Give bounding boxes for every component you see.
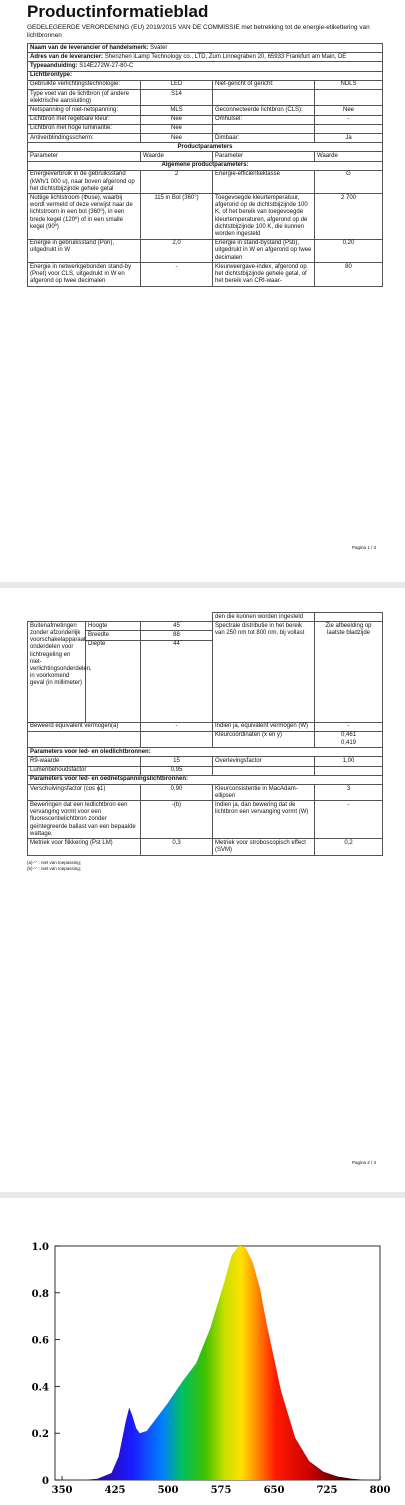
x-tick-label: 575 [210, 1485, 232, 1496]
page-number: Pagina 1 / 3 [352, 545, 377, 550]
supplier-name-label: Naam van de leverancier of handelsmerk: [30, 44, 149, 51]
page-3 [0, 1198, 405, 1500]
dim-key: Breedte [86, 631, 141, 640]
cont-text: den die kunnen worden ingesteld [213, 613, 315, 622]
mains-params-heading: Parameters voor led- en oednetspanningslichtbronnen: [28, 775, 383, 784]
y-tick-label: 0.6 [31, 1335, 49, 1347]
type-row: Type voet van de lichtbron (of andere elektrische aansluiting) S14 [28, 90, 383, 106]
param-row: Energie in netwerkgebonden stand-by (Pnet) voor CLS, uitgedrukt in W en afgerond op twee decimalen - Kleurweergave-index, afgerond op het dichtstbijzijnde gehele getal, of het bereik van CRI-waar- 80 [28, 263, 383, 287]
supplier-address-label: Adres van de leverancier: [30, 53, 104, 60]
chroma-value: 0,461 0,419 [315, 731, 383, 747]
strobo-label: Metriek voor stroboscopisch effect (SVM) [213, 839, 315, 855]
type-row: Gebruikte verlichtingstechnologie: LED Niet-gericht of gericht: NDLS [28, 80, 383, 89]
flicker-value: 0,3 [141, 839, 213, 855]
shift-label: Verschuivingsfactor (cos ϕ1) [28, 785, 141, 801]
x-tick-label: 800 [369, 1485, 391, 1496]
x-tick-label: 725 [316, 1485, 338, 1496]
dim-value: 45 [141, 622, 213, 631]
page-2 [0, 600, 405, 1190]
col-param: Parameter [213, 152, 315, 161]
footnote-a: (a)-'-' : niet van toepassing; [27, 859, 81, 865]
y-tick-label: 0.8 [31, 1288, 49, 1300]
param-row: Energie in gebruiksstand (Pon), uitgedrukt in W 2,0 Energie in stand-bystand (Psb), uitgedrukt in W en afgerond op twee decimalen 0,20 [28, 239, 383, 263]
y-tick-label: 0 [42, 1476, 49, 1487]
doc-title: Productinformatieblad [27, 2, 209, 21]
col-value: Waarde [315, 152, 383, 161]
info-table-2 [27, 612, 383, 856]
page-1 [0, 0, 405, 570]
lightsource-type-label: Lichtbrontype: [28, 71, 383, 80]
product-params-heading: Productparameters [28, 143, 383, 152]
survival-label: Overlevingsfactor [213, 757, 315, 766]
spectral-value: Zie afbeelding op laatste bladzijde [315, 622, 383, 722]
param-row: Energieverbruik in de gebruiksstand (kWh/1 000 u), naar boven afgerond op het dichtstbijzijnde gehele getal 2 Energie-efficiëntieklasse G [28, 170, 383, 194]
x-tick-label: 350 [51, 1485, 73, 1496]
claim2-label: Indien ja, dan bewering dat de lichtbron een vervanging vormt (W) [213, 801, 315, 839]
spectrum-chart [0, 1198, 405, 1500]
type-row: Netspanning of niet-netspanning: MLS Geconnecteerde lichtbron (CLS): Nee [28, 106, 383, 115]
y-tick-label: 0.2 [31, 1429, 49, 1441]
consist-label: Kleurconsistentie in MacAdam-ellipsen [213, 785, 315, 801]
spectrum-area [83, 1246, 366, 1480]
claim-label: Beweringen dat een ledlichtbron een vervanging vormt voor een fluorescentielichtbron zonder geïntegreerde ballast van een bepaalde wattage. [28, 801, 141, 839]
lumen-label: Lumenbehoudsfactor [28, 766, 141, 775]
x-tick-label: 650 [263, 1485, 285, 1496]
r9-label: R9-waarde [28, 757, 141, 766]
equiv-value: - [141, 722, 213, 731]
x-tick-label: 425 [104, 1485, 126, 1496]
outer-dims-label: Buitenafmetingen zonder afzonderlijk voorschakelapparaat, onderdelen voor lichtregeling en niet-verlichtingsonderdelen, in voorkomend geval (in millimeter) [28, 622, 86, 722]
lumen-value: 0,95 [141, 766, 213, 775]
claim-value: -(b) [141, 801, 213, 839]
survival-value: 1,00 [315, 757, 383, 766]
model-label: Typeaanduiding: [30, 62, 78, 69]
supplier-name: Svater [150, 44, 168, 51]
model-value: S14E272W-27-80-C [79, 62, 134, 69]
dim-key: Diepte [86, 640, 141, 722]
x-tick-label: 500 [157, 1485, 179, 1496]
regulation-text: GEDELEGEERDE VERORDENING (EU) 2019/2015 VAN DE COMMISSIE met betrekking tot de energie-etikettering van lichtbronnen [27, 24, 370, 39]
col-param: Parameter [28, 152, 141, 161]
equiv2-value: - [315, 722, 383, 731]
claim2-value: - [315, 801, 383, 839]
general-params-heading: Algemene productparameters: [28, 161, 383, 170]
info-table [27, 43, 383, 287]
strobo-value: 0,2 [315, 839, 383, 855]
y-tick-label: 0.4 [31, 1382, 49, 1394]
r9-value: 15 [141, 757, 213, 766]
param-row: Nuttige lichtstroom (Φuse), waarbij wordt vermeld of deze verwijst naar de lichtstroom in een bol (360º), in een brede kegel (120º) of in een smalle kegel (90º) 115 in Bol (360°) Toegevoegde kleurtemperatuur, afgerond op de dichtstbijzijnde 100 K, of het bereik van toegevoegde kleurtemperaturen, afgerond op de dichtstbijzijnde 100 K, die kunnen worden ingesteld 2 700 [28, 194, 383, 239]
footnote-b: (b)-'-' : niet van toepassing; [27, 865, 81, 871]
chroma-label: Kleurcoördinaten (x en y) [213, 731, 315, 747]
page-number: Pagina 2 / 3 [352, 1160, 377, 1165]
spectral-label: Spectrale distributie in het bereik van 250 nm tot 800 nm, bij vollast [213, 622, 315, 722]
y-tick-label: 1.0 [31, 1242, 49, 1253]
type-row: Antiverblindingsscherm: Nee Dimbaar: Ja [28, 134, 383, 143]
equiv2-label: Indien ja, equivalent vermogen (W) [213, 722, 315, 731]
dim-value: 44 [141, 640, 213, 722]
supplier-address: Shenzhen iLamp Technology co., LTD, Zum Linnegraben 20, 65933 Frankfurt am Main, DE [104, 53, 347, 60]
equiv-label: Beweerd equivalent vermogen(a) [28, 722, 141, 731]
type-row: Lichtbron met regelbare kleur: Nee Omhulsel: - [28, 115, 383, 124]
flicker-label: Metriek voor flikkering (Pst LM) [28, 839, 141, 855]
dim-value: 88 [141, 631, 213, 640]
page-separator [0, 582, 405, 588]
dim-key: Hoogte [86, 622, 141, 631]
consist-value: 3 [315, 785, 383, 801]
led-params-heading: Parameters voor led- en oledlichtbronnen: [28, 748, 383, 757]
type-row: Lichtbron met hoge luminantie: Nee [28, 124, 383, 133]
col-value: Waarde [141, 152, 213, 161]
shift-value: 0,90 [141, 785, 213, 801]
